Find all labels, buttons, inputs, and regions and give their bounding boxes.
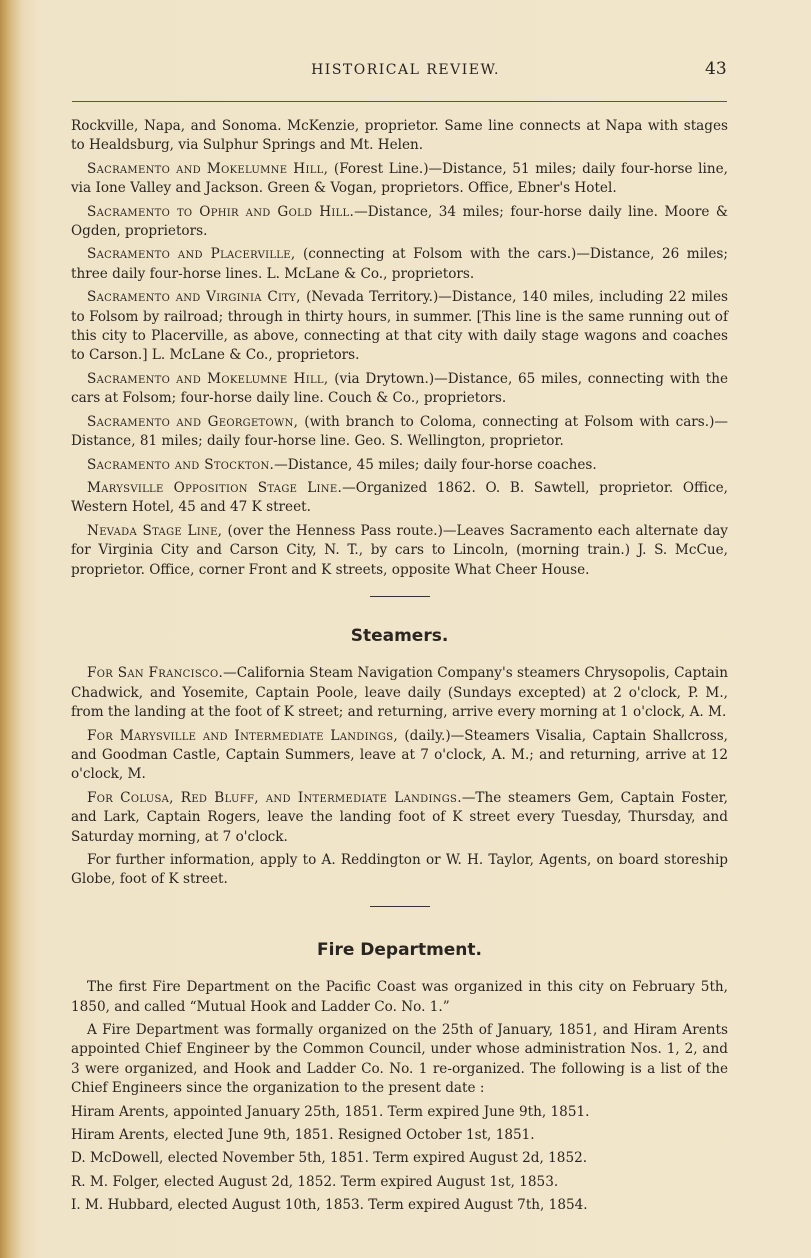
entry-lead: Sacramento and Mokelumne Hill, <box>87 370 329 387</box>
stage-entry <box>71 456 728 475</box>
fire-paragraph: The first Fire Department on the Pacific Coast was organized in this city on February 5th, 1850, and called “Mutual Hook and Ladder Co. No. 1.” <box>71 979 728 1015</box>
section-divider <box>370 596 430 597</box>
stage-entry <box>71 370 728 409</box>
entry-text: —Distance, 45 miles; daily four-horse coaches. <box>274 456 597 473</box>
entry-text: —Organized 1862. O. B. Sawtell, proprietor. Office, Western Hotel, 45 and 47 K street. <box>71 479 728 516</box>
entry-lead: Nevada Stage Line, <box>87 522 223 539</box>
steamer-entry <box>71 727 728 785</box>
entry-text: Rockville, Napa, and Sonoma. McKenzie, proprietor. Same line connects at Napa with stages to Healdsburg, via Sulphur Springs and Mt. Helen. <box>71 118 728 154</box>
section-divider <box>370 906 430 907</box>
steamer-entry <box>71 664 728 722</box>
entry-lead: Sacramento and Virginia City, <box>87 289 301 306</box>
steamers-heading: Steamers. <box>350 625 449 646</box>
entry-lead: Marysville Opposition Stage Line. <box>87 479 343 496</box>
entry-text: (with branch to Coloma, connecting at Folsom with cars.)—Distance, 81 miles; daily four-horse line. Geo. S. Wellington, proprietor. <box>71 413 728 450</box>
stage-lines-section <box>71 117 728 580</box>
stage-entry <box>71 522 728 580</box>
steamer-entry <box>71 851 728 890</box>
entry-text: (connecting at Folsom with the cars.)—Distance, 26 miles; three daily four-horse lines. L. McLane & Co., proprietors. <box>71 246 728 282</box>
entry-text: —Distance, 34 miles; four-horse daily line. Moore & Ogden, proprietors. <box>71 203 729 240</box>
entry-text: —The steamers Gem, Captain Foster, and Lark, Captain Rogers, leave the landing foot of K street every Tuesday, Thursday, and Saturday morning, at 7 o'clock. <box>71 789 728 845</box>
entry-lead: Sacramento and Georgetown, <box>87 413 299 430</box>
entry-lead: For Colusa, Red Bluff, and Intermediate Landings. <box>87 789 462 806</box>
entry-text: (daily.)—Steamers Visalia, Captain Shallcross, and Goodman Castle, Captain Summers, leave at 7 o'clock, A. M.; and returning, arrive at 12 o'clock, M. <box>71 727 728 783</box>
fire-department-section <box>71 978 728 1215</box>
entry-text: For further information, apply to A. Reddington or W. H. Taylor, Agents, on board storeship Globe, foot of K street. <box>71 852 728 888</box>
chief-engineer-entry: Hiram Arents, appointed January 25th, 1851. Term expired June 9th, 1851. <box>71 1103 590 1120</box>
entry-lead: Sacramento and Stockton. <box>87 456 275 473</box>
entry-lead: Sacramento and Placerville, <box>87 246 296 263</box>
stage-entry <box>71 245 728 284</box>
entry-text: (over the Henness Pass route.)—Leaves Sacramento each alternate day for Virginia City and Carson City, N. T., by cars to Lincoln, (morning train.) J. S. McCue, proprietor. Office, corner Front and K streets, opposite What Cheer House. <box>71 522 728 578</box>
entry-text: (Nevada Territory.)—Distance, 140 miles, including 22 miles to Folsom by railroad; through in thirty hours, in summer. [This line is the same running out of this city to Placerville, as above, connecting at that city with daily stage wagons and coaches to Carson.] L. McLane & Co., proprietors. <box>71 289 728 364</box>
fire-department-heading: Fire Department. <box>317 939 482 960</box>
entry-text: —California Steam Navigation Company's steamers Chrysopolis, Captain Chadwick, and Yosemite, Captain Poole, leave daily (Sundays excepted) at 2 o'clock, P. M., from the landing at the foot of K street; and returning, arrive every morning at 1 o'clock, A. M. <box>71 665 728 721</box>
chief-engineer-entry: I. M. Hubbard, elected August 10th, 1853. Term expired August 7th, 1854. <box>71 1197 588 1214</box>
entry-text: (Forest Line.)—Distance, 51 miles; daily four-horse line, via Ione Valley and Jackson. Green & Vogan, proprietors. Office, Ebner's Hotel. <box>71 160 729 197</box>
fire-paragraph: A Fire Department was formally organized on the 25th of January, 1851, and Hiram Arents appointed Chief Engineer by the Common Council, under whose administration Nos. 1, 2, and 3 were organized, and Hook and Ladder Co. No. 1 re-organized. The following is a list of the Chief Engineers since the organization to the present date : <box>71 1022 728 1097</box>
stage-entry <box>71 203 728 242</box>
chief-engineer-entry: D. McDowell, elected November 5th, 1851. Term expired August 2d, 1852. <box>71 1150 588 1167</box>
stage-entry <box>71 117 728 156</box>
entry-lead: Sacramento and Mokelumne Hill, <box>87 160 329 177</box>
steamer-entry <box>71 789 728 847</box>
page-body <box>71 117 728 1220</box>
chief-engineer-entry: Hiram Arents, elected June 9th, 1851. Resigned October 1st, 1851. <box>71 1127 535 1144</box>
steamers-section <box>71 664 728 889</box>
stage-entry <box>71 288 728 366</box>
running-head: HISTORICAL REVIEW. <box>311 62 500 78</box>
stage-entry <box>71 413 728 452</box>
chief-engineer-entry: R. M. Folger, elected August 2d, 1852. Term expired August 1st, 1853. <box>71 1173 559 1190</box>
entry-lead: Sacramento to Ophir and Gold Hill. <box>87 203 355 220</box>
entry-lead: For San Francisco. <box>87 665 224 682</box>
entry-text: (via Drytown.)—Distance, 65 miles, connecting with the cars at Folsom; four-horse daily line. Couch & Co., proprietors. <box>71 370 728 407</box>
entry-lead: For Marysville and Intermediate Landings, <box>87 727 398 744</box>
page-number: 43 <box>705 59 727 79</box>
stage-entry <box>71 479 728 518</box>
stage-entry <box>71 160 728 199</box>
header-rule <box>72 101 727 102</box>
